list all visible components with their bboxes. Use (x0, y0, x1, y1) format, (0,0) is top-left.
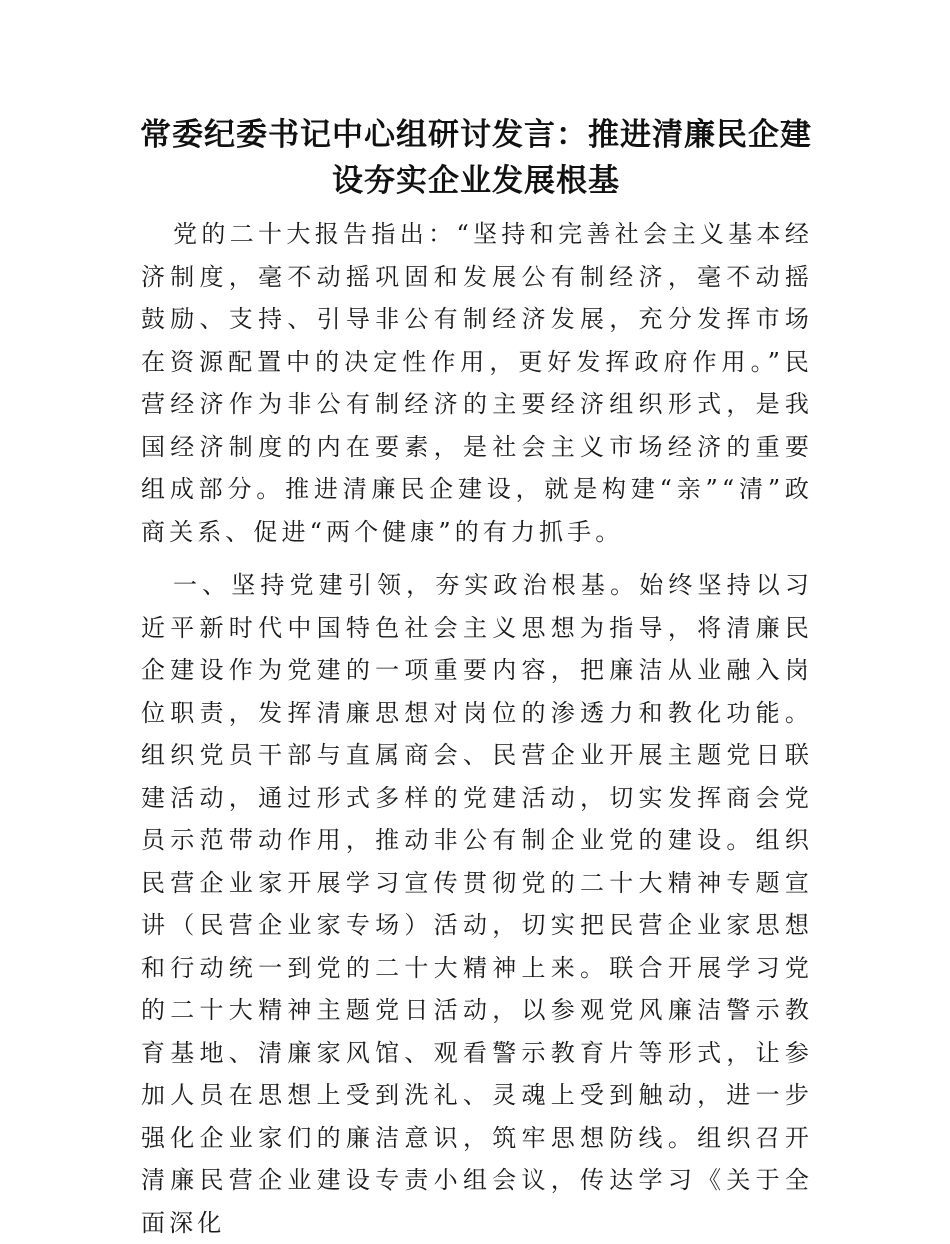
intro-paragraph: 党的二十大报告指出：“坚持和完善社会主义基本经济制度，毫不动摇巩固和发展公有制经济，毫不动摇鼓励、支持、引导非公有制经济发展，充分发挥市场在资源配置中的决定性作用，更好发挥政府作用。”民营经济作为非公有制经济的主要经济组织形式，是我国经济制度的内在要素，是社会主义市场经济的重要组成部分。推进清廉民企建设，就是构建“亲”“清”政商关系、促进“两个健康”的有力抓手。 (141, 220, 813, 546)
section-one-paragraph: 一、坚持党建引领，夯实政治根基。始终坚持以习近平新时代中国特色社会主义思想为指导，将清廉民企建设作为党建的一项重要内容，把廉洁从业融入岗位职责，发挥清廉思想对岗位的渗透力和教化功能。组织党员干部与直属商会、民营企业开展主题党日联建活动，通过形式多样的党建活动，切实发挥商会党员示范带动作用，推动非公有制企业党的建设。组织民营企业家开展学习宣传贯彻党的二十大精神专题宣讲（民营企业家专场）活动，切实把民营企业家思想和行动统一到党的二十大精神上来。联合开展学习党的二十大精神主题党日活动，以参观党风廉洁警示教育基地、清廉家风馆、观看警示教育片等形式，让参加人员在思想上受到洗礼、灵魂上受到触动，进一步强化企业家们的廉洁意识，筑牢思想防线。组织召开清廉民营企业建设专责小组会议，传达学习《关于全面深化 (141, 571, 813, 1237)
document-body (141, 213, 813, 1244)
document-title: 常委纪委书记中心组研讨发言：推进清廉民企建设夯实企业发展根基 (140, 117, 812, 199)
